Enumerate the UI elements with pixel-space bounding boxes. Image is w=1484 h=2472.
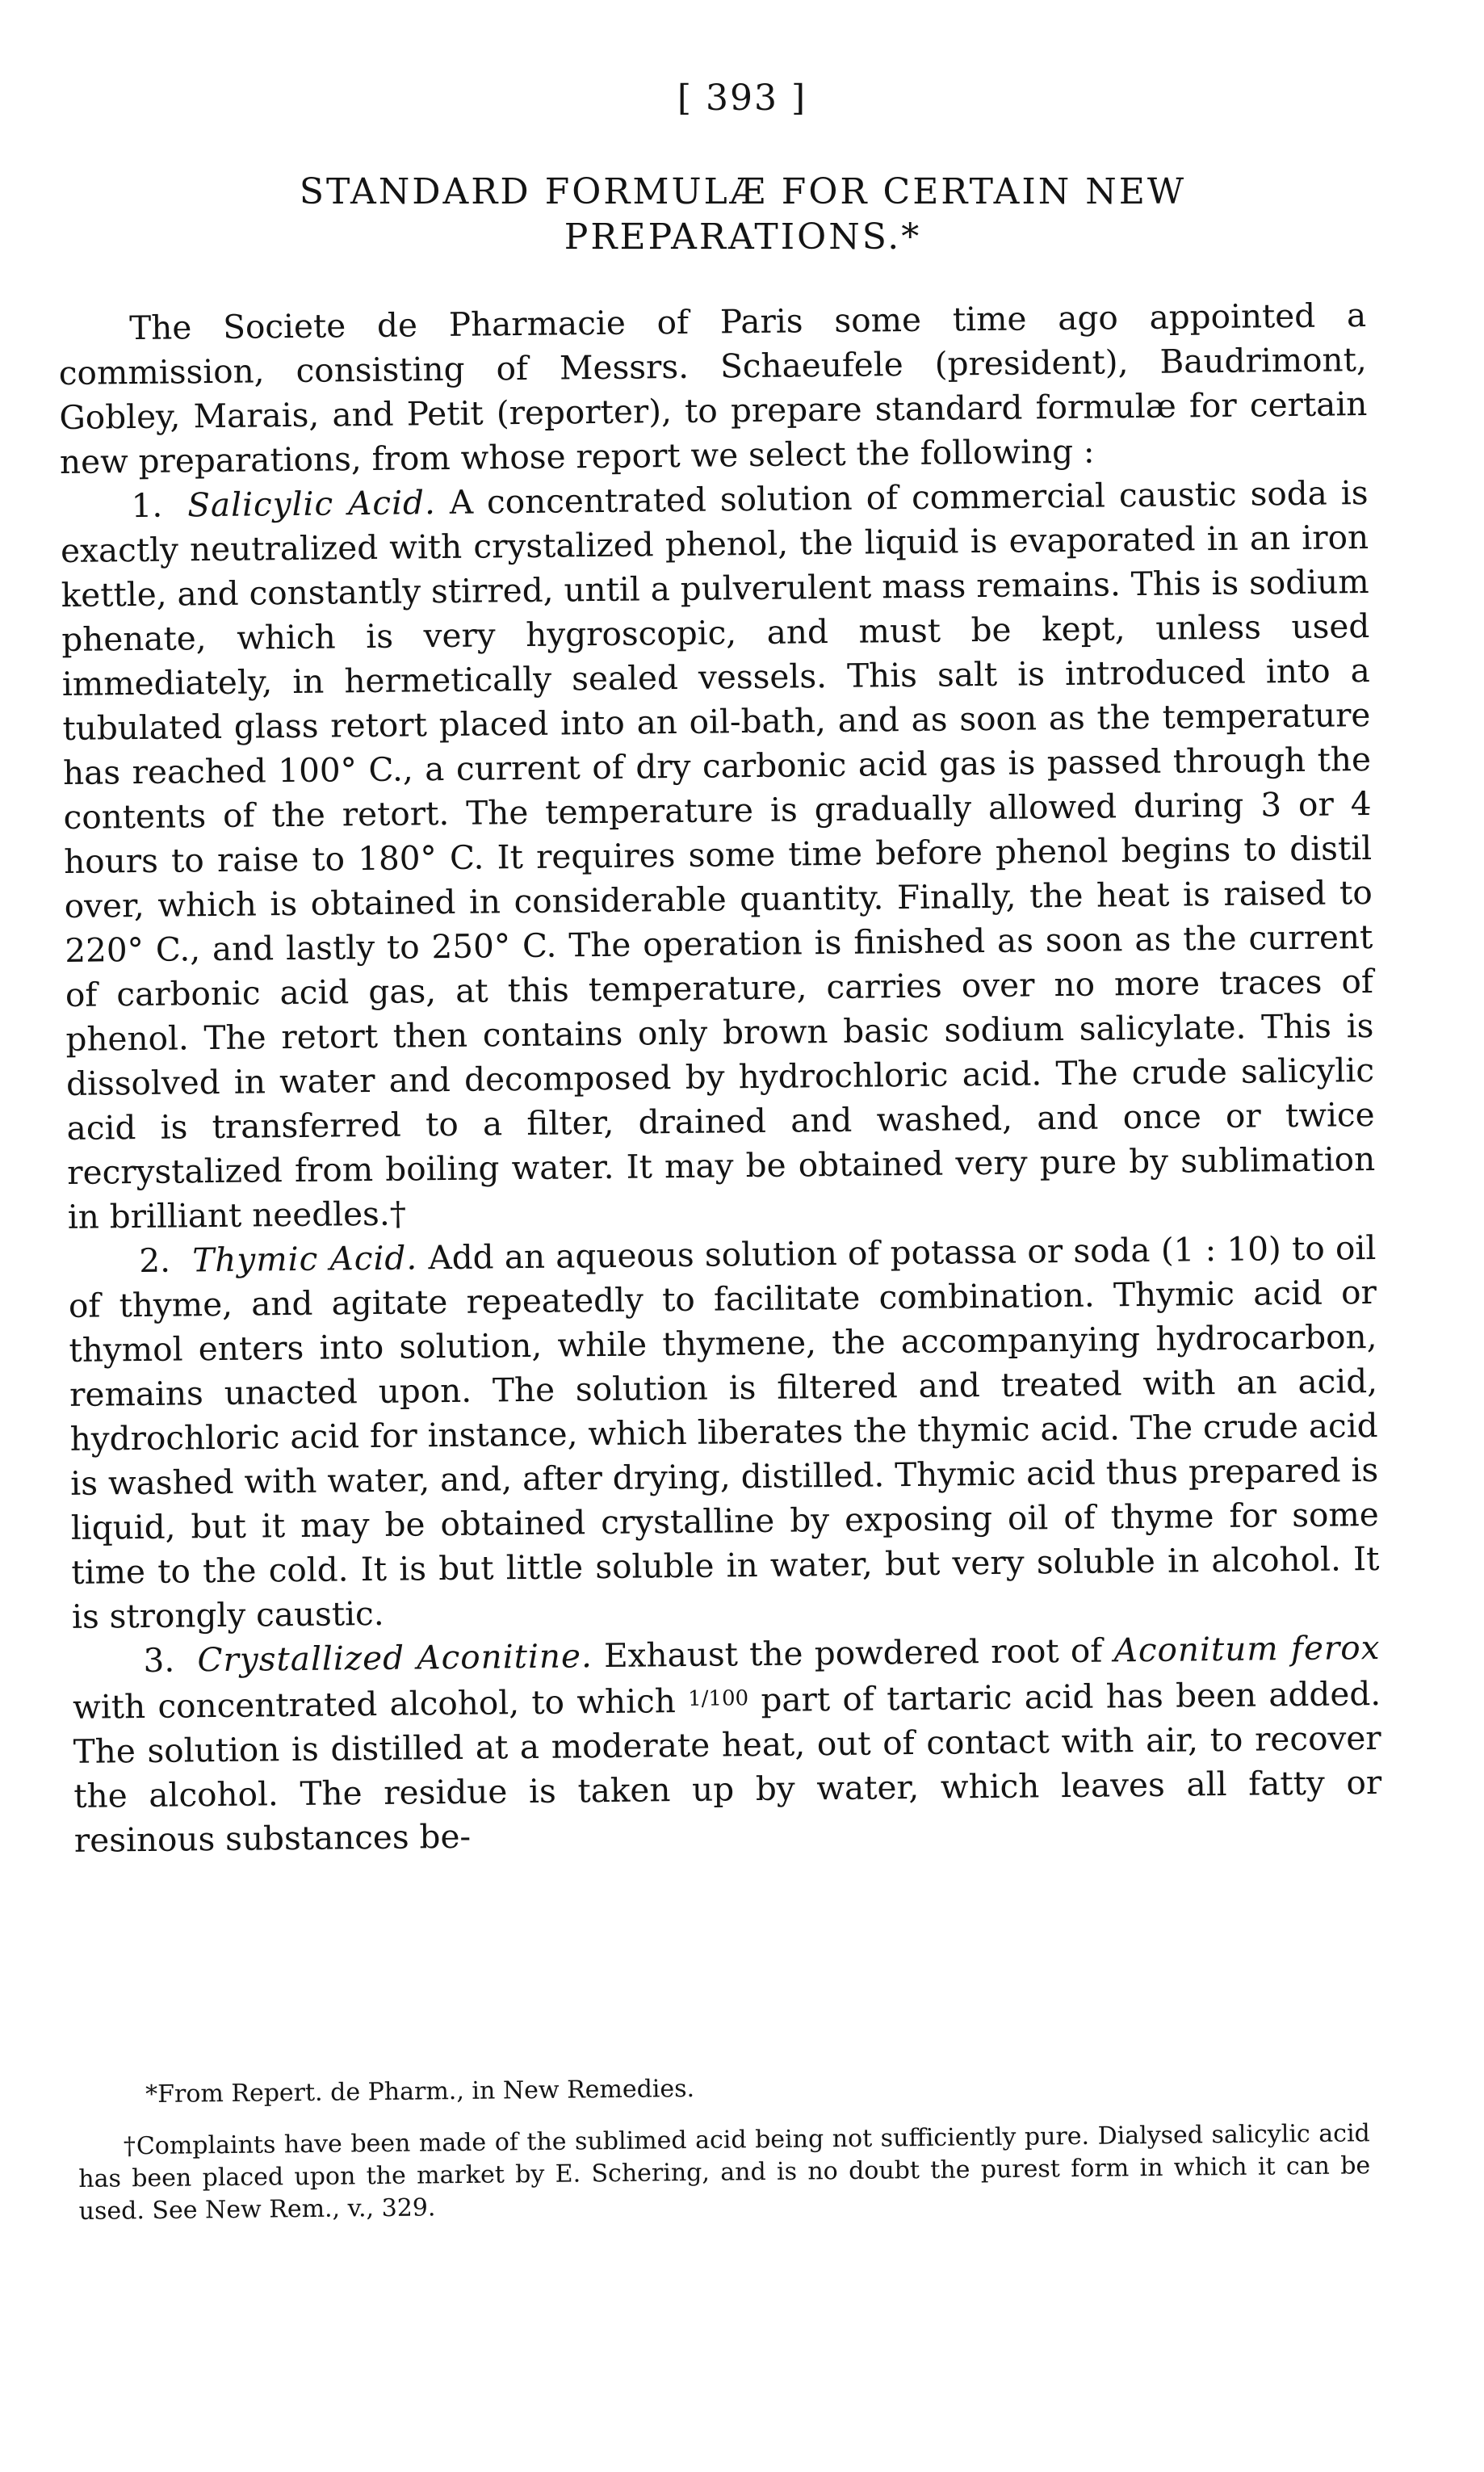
intro-paragraph: The Societe de Pharmacie of Paris some time ago appointed a commission, consisting of Messrs. Schaeufele (president), Baudrimont, Gobley, Marais, and Petit (reporter), to prepare standard formulæ for certain new preparations, from whose report we select the following : (58, 296, 1368, 481)
footnotes (78, 2066, 1371, 2228)
page-number: [ 393 ] (677, 78, 807, 119)
botanical-term: Aconitum ferox (1113, 1627, 1381, 1670)
footnote-1: *From Repert. de Pharm., in New Remedies. (145, 2075, 695, 2109)
title-line-1: STANDARD FORMULÆ FOR CERTAIN NEW (299, 171, 1187, 212)
section-salicylic-acid (60, 471, 1376, 1240)
section-heading: Crystallized Aconitine. (197, 1636, 593, 1680)
section-text-part-a: Exhaust the powdered root of (603, 1631, 1103, 1676)
section-text: Add an aqueous solution of potassa or soda (1 : 10) to oil of thyme, and agitate repeatedly to facilitate combination. Thymic acid or thymol enters into solution, while thymene, the accompanying hydrocarbon, remains unacted upon. The solution is filtered and treated with an acid, hydrochloric acid for instance, which liberates the thymic acid. The crude acid is washed with water, and, after drying, distilled. Thymic acid thus prepared is liquid, but it may be obtained crystalline by exposing oil of thyme for some time to the cold. It is but little soluble in water, but very soluble in alcohol. It is strongly caustic. (68, 1228, 1380, 1636)
section-heading: Salicylic Acid. (187, 483, 437, 525)
section-text-part-b: with concentrated alcohol, to which (72, 1681, 677, 1727)
article-title (97, 170, 1389, 260)
section-thymic-acid (68, 1226, 1380, 1639)
section-text-part-c: part of tartaric acid has been added. The solution is distilled at a moderate heat, out of contact with air, to recover the alcohol. The residue is taken up by water, which leaves all fatty or resinous substances be- (73, 1673, 1382, 1860)
fraction: 1/100 (688, 1686, 749, 1711)
section-number: 2. (139, 1240, 171, 1281)
section-number: 3. (143, 1640, 175, 1680)
section-heading: Thymic Acid. (192, 1238, 418, 1280)
section-text: A concentrated solution of commercial caustic soda is exactly neutralized with crystalized phenol, the liquid is evaporated in an iron kettle, and constantly stirred, until a pulverulent mass remains. This is sodium phenate, which is very hygroscopic, and must be kept, unless used immediately, in hermetically sealed vessels. This salt is introduced into a tubulated glass retort placed into an oil-bath, and as soon as the temperature has reached 100° C., a current of dry carbonic acid gas is passed through the contents of the retort. The temperature is gradually allowed during 3 or 4 hours to raise to 180° C. It requires some time before phenol begins to distil over, which is obtained in considerable quantity. Finally, the heat is raised to 220° C., and lastly to 250° C. The operation is finished as soon as the current of carbonic acid gas, at this temperature, carries over no more traces of phenol. The retort then contains only brown basic sodium salicylate. This is dissolved in water and decomposed by hydrochloric acid. The crude salicylic acid is transferred to a filter, drained and washed, and once or twice recrystalized from boiling water. It may be obtained very pure by sublimation in brilliant needles.† (60, 473, 1376, 1236)
section-crystallized-aconitine (72, 1626, 1382, 1863)
section-number: 1. (131, 485, 163, 526)
article-body (58, 293, 1382, 1863)
footnote-2: †Complaints have been made of the sublimed acid being not sufficiently pure. Dialysed salicylic acid has been placed upon the market by E. Schering, and is no doubt the purest form in which it can be used. See New Rem., v., 329. (78, 2119, 1371, 2226)
title-line-2: PREPARATIONS.* (564, 216, 922, 258)
